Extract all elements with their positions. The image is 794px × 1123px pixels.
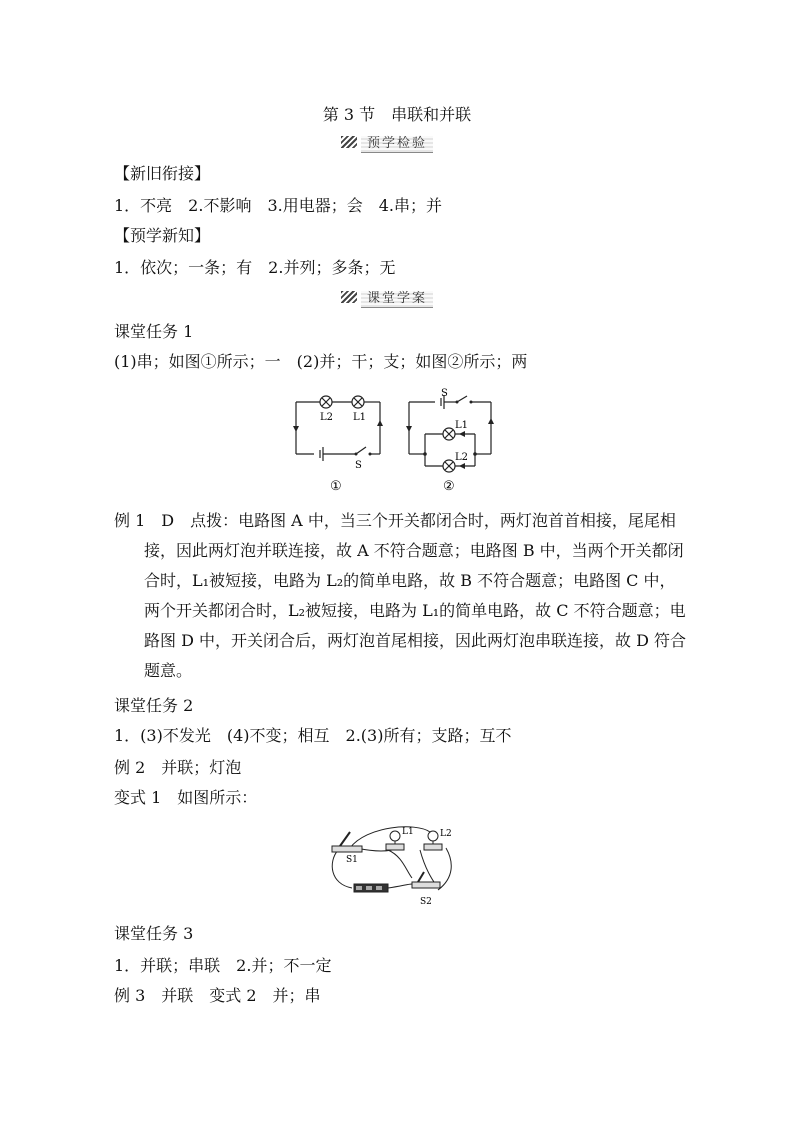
fig1-caption: ① xyxy=(330,479,342,494)
fig2-caption: ② xyxy=(443,479,455,494)
task1-answer: (1)串；如图①所示；一 (2)并；干；支；如图②所示；两 xyxy=(114,352,528,371)
switch-s2-icon xyxy=(412,872,440,888)
fig1-l2-label: L2 xyxy=(320,412,334,423)
lamp-l2-symbol xyxy=(320,396,332,408)
section-header-xinjiu: 【新旧衔接】 xyxy=(114,164,211,183)
classroom-banner xyxy=(341,288,433,310)
example1-line: 路图 D 中，开关闭合后，两灯泡首尾相接，因此两灯泡串联连接，故 D 符合 xyxy=(144,631,687,650)
physical-wiring-figure xyxy=(326,822,462,914)
wiring-s2-label: S2 xyxy=(420,897,432,907)
series-circuit-figure xyxy=(290,384,390,494)
lamp-l1-symbol xyxy=(352,396,364,408)
pencil-stripe-icon xyxy=(341,136,357,148)
example1-line: 接，因此两灯泡并联连接，故 A 不符合题意；电路图 B 中，当两个开关都闭 xyxy=(144,541,684,560)
example1-line: 两个开关都闭合时，L₂被短接，电路为 L₁的简单电路，故 C 不符合题意；电 xyxy=(144,601,686,620)
task2-answer: 1．(3)不发光 (4)不变；相互 2.(3)所有；支路；互不 xyxy=(114,726,512,745)
page-title: 第 3 节 串联和并联 xyxy=(322,105,472,124)
answer-xinjiu: 1．不亮 2.不影响 3.用电器；会 4.串；并 xyxy=(114,196,442,215)
lamp-l1-symbol xyxy=(443,428,455,440)
switch-s1-icon xyxy=(332,832,362,852)
wiring-l1-label: L1 xyxy=(402,827,414,837)
task3-header: 课堂任务 3 xyxy=(114,924,194,943)
answer-yuxue: 1．依次；一条；有 2.并列；多条；无 xyxy=(114,258,396,277)
example1-line: 合时，L₁被短接，电路为 L₂的简单电路，故 B 不符合题意；电路图 C 中， xyxy=(144,571,676,590)
parallel-circuit-figure xyxy=(405,384,500,494)
fig1-s-label: S xyxy=(355,460,362,471)
example3: 例 3 并联 变式 2 并；串 xyxy=(114,986,321,1005)
fig1-l1-label: L1 xyxy=(353,412,367,423)
task1-header: 课堂任务 1 xyxy=(114,322,194,341)
pencil-stripe-icon xyxy=(341,291,357,303)
example1-line: 例 1 D 点拨：电路图 A 中，当三个开关都闭合时，两灯泡首首相接，尾尾相 xyxy=(114,511,676,530)
variant1: 变式 1 如图所示： xyxy=(114,788,258,807)
wiring-s1-label: S1 xyxy=(346,855,358,865)
lamp-l2-symbol xyxy=(443,460,455,472)
task3-answer: 1．并联；串联 2.并；不一定 xyxy=(114,956,332,975)
fig2-l2-label: L2 xyxy=(455,452,469,463)
banner-label: 课堂学案 xyxy=(361,291,433,308)
wiring-l2-label: L2 xyxy=(440,829,452,839)
fig2-l1-label: L1 xyxy=(455,420,469,431)
example2: 例 2 并联；灯泡 xyxy=(114,758,242,777)
battery-icon xyxy=(354,884,388,892)
example1-line: 题意。 xyxy=(144,661,193,680)
task2-header: 课堂任务 2 xyxy=(114,696,194,715)
preview-check-banner xyxy=(341,133,433,155)
fig2-s-label: S xyxy=(441,388,448,399)
section-header-yuxue: 【预学新知】 xyxy=(114,226,211,245)
banner-label: 预学检验 xyxy=(361,136,433,153)
